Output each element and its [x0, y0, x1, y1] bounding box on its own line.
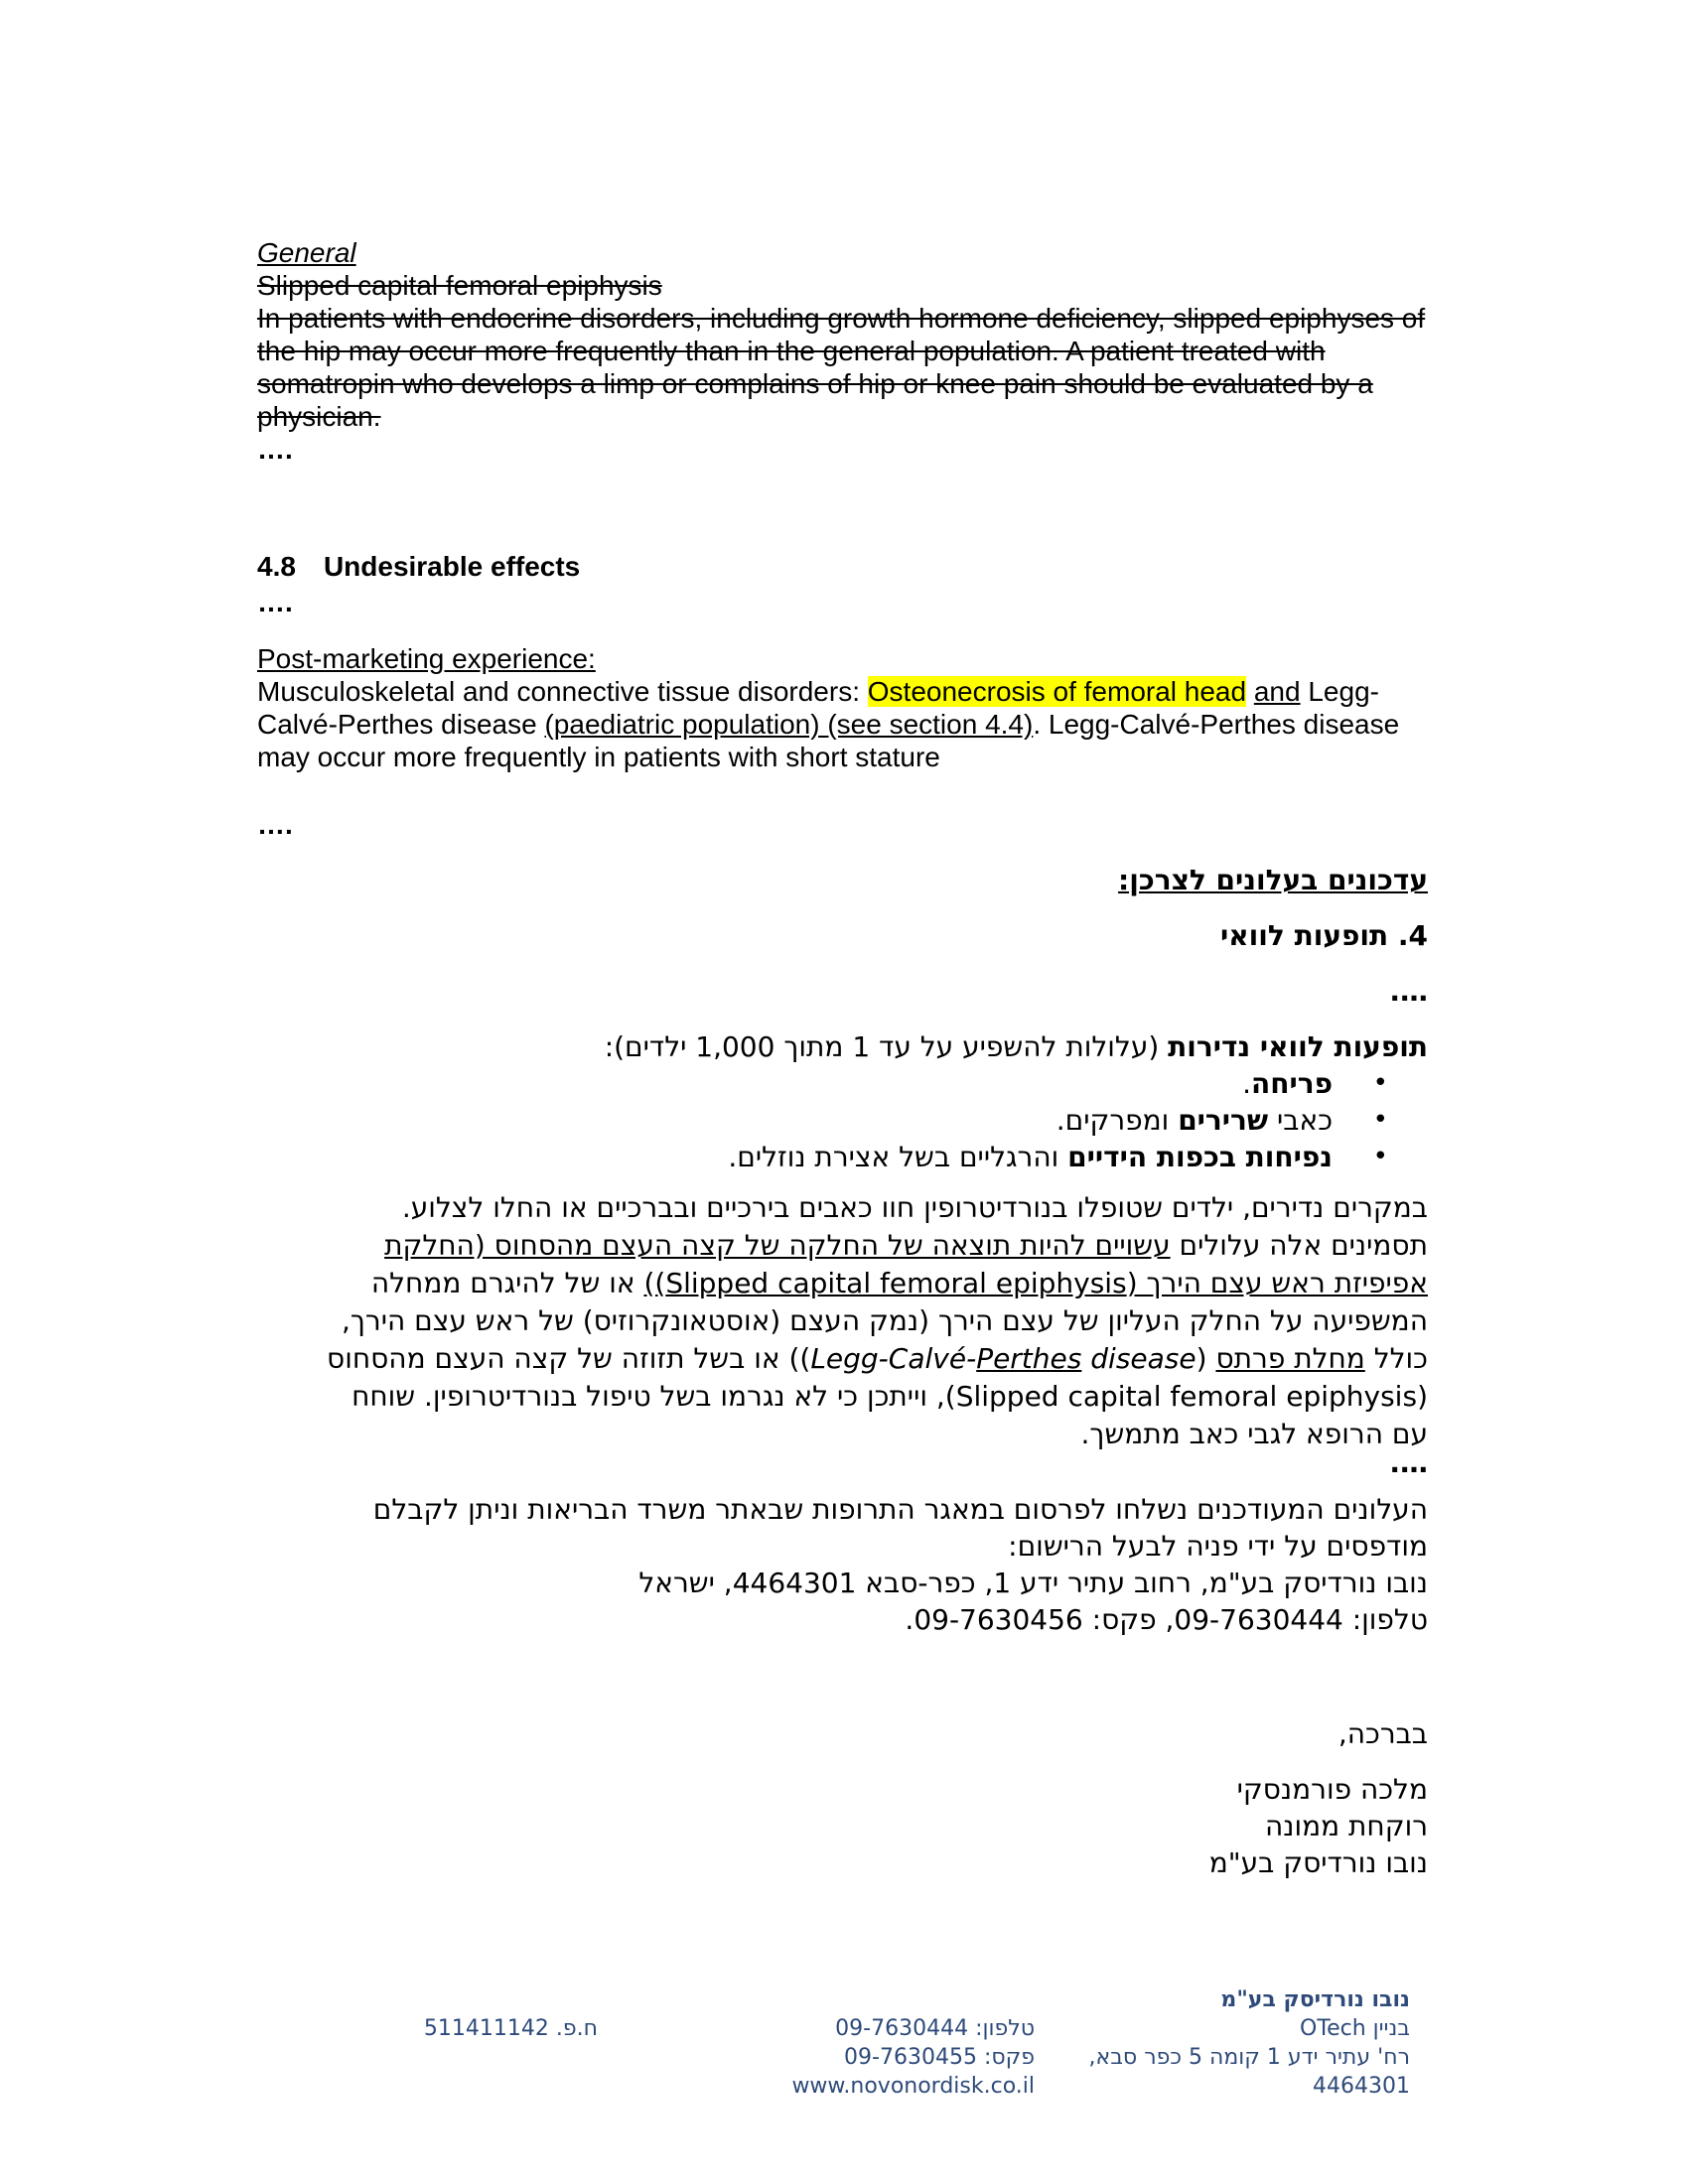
- bullet3-rest: והרגליים בשל אצירת נוזלים.: [728, 1141, 1068, 1173]
- footer-fax: פקס: 09-7630455: [844, 2045, 1035, 2070]
- published-paragraph: העלונים המעודכנים נשלחו לפרסום במאגר התרופות שבאתר משרד הבריאות וניתן לקבלם מודפסים על ידי פניה לבעל הרישום:: [372, 1493, 1428, 1563]
- rare-rest: (עלולות להשפיע על עד 1 מתוך 1,000 ילדים):: [604, 1030, 1169, 1063]
- rare-effects-line: [197, 1028, 1428, 1065]
- para-underline-1: עשויים להיות תוצאה של החלקה של קצה העצם מהסחוס (החלקת אפיפיזת ראש עצם הירך (Slipped capital femoral epiphysis)): [384, 1229, 1428, 1299]
- para-part-3b: )) או בשל תזוזה של קצה העצם מהסחוס (Slipped capital femoral epiphysis), וייתכן כי לא נגרמו בשל טיפול בנורדיטרופין. שוחח עם הרופא לגבי כאב מתמשך.: [327, 1342, 1428, 1450]
- hebrew-section-4: 4. תופעות לוואי: [1220, 919, 1428, 952]
- section-title: Undesirable effects: [323, 551, 581, 582]
- footer-company: נובו נורדיסק בע"מ: [1220, 1987, 1410, 2012]
- hebrew-paragraph: [316, 1189, 1428, 1453]
- ellipsis-1: ….: [257, 434, 293, 465]
- list-item: [157, 1065, 1388, 1102]
- updates-heading: עדכונים בעלונים לצרכן:: [1118, 864, 1428, 896]
- bullet2-a: כאבי: [1268, 1104, 1333, 1137]
- para-part-3a: (: [1196, 1342, 1216, 1375]
- pm-suffix: . Legg-Calvé-Perthes disease may occur more frequently in patients with short stature: [257, 709, 1400, 772]
- bullet1-bold: פריחה: [1251, 1067, 1333, 1100]
- footer-zip: 4464301: [1313, 2074, 1410, 2099]
- rare-effects-list: [157, 1065, 1428, 1175]
- para-underline-2: מחלת פרתס: [1215, 1342, 1365, 1375]
- footer-building: בניין OTech: [1300, 2016, 1410, 2041]
- section-heading: [257, 550, 1429, 583]
- para-italic-2: disease: [1081, 1342, 1196, 1375]
- pm-mid: Legg-Calvé-Perthes disease: [257, 676, 1379, 740]
- phone-fax-line: טלפון: 09-7630444, פקס: 09-7630456.: [905, 1603, 1428, 1636]
- general-label: [257, 236, 1429, 269]
- footer-street: רח' עתיר ידע 1 קומה 5 כפר סבא,: [1088, 2045, 1410, 2070]
- ellipsis-2: ….: [257, 587, 293, 617]
- post-marketing-heading: Post-marketing experience:: [257, 643, 596, 674]
- general-text: General: [257, 237, 356, 268]
- pm-prefix: Musculoskeletal and connective tissue disorders:: [257, 676, 868, 707]
- para-italic-underline: Perthes: [976, 1342, 1082, 1375]
- slipped-paragraph: In patients with endocrine disorders, including growth hormone deficiency, slipped epiphyses of the hip may occur more frequently than in the general population. A patient treated with somatropin who develops a limp or complains of hip or knee pain should be evaluated by a physician.: [257, 303, 1426, 432]
- pm-and: and: [1253, 676, 1301, 707]
- footer-hp: ח.פ. 511411142: [423, 2016, 598, 2041]
- para-part-2: או של להיגרם ממחלה המשפיעה על החלק העליון של עצם הירך (נמק העצם (אוסטאונקרוזיס) של ראש עצם הירך, כולל: [341, 1267, 1428, 1375]
- para-part-1: במקרים נדירים, ילדים שטופלו בנורדיטרופין חוו כאבים בירכיים ובברכיים או החלו לצלוע. תסמינים אלה עלולים: [401, 1191, 1428, 1262]
- post-marketing-paragraph: [257, 675, 1429, 773]
- pm-paed: (paediatric population) (see section 4.4): [544, 709, 1034, 740]
- footer-phone: טלפון: 09-7630444: [835, 2016, 1035, 2041]
- ellipsis-3: ….: [257, 809, 293, 840]
- signature-company: נובו נורדיסק בע"מ: [1208, 1846, 1428, 1879]
- footer-contact-block: [757, 2014, 1035, 2101]
- para-italic-1: Legg-Calvé-: [810, 1342, 977, 1375]
- list-item: [157, 1139, 1388, 1175]
- section-number: 4.8: [257, 551, 296, 582]
- signature-title: רוקחת ממונה: [1264, 1810, 1428, 1843]
- list-item: [157, 1102, 1388, 1139]
- footer-website[interactable]: www.novonordisk.co.il: [791, 2074, 1035, 2099]
- footer-company-block: [1053, 1985, 1410, 2101]
- bullet1-rest: .: [1242, 1067, 1251, 1100]
- bullet2-bold: שרירים: [1178, 1104, 1269, 1137]
- bullet2-rest: ומפרקים.: [1055, 1104, 1179, 1137]
- pm-highlight: Osteonecrosis of femoral head: [867, 676, 1247, 707]
- slipped-heading: Slipped capital femoral epiphysis: [257, 270, 662, 301]
- company-address: נובו נורדיסק בע"מ, רחוב עתיר ידע 1, כפר-סבא 4464301, ישראל: [638, 1567, 1428, 1599]
- signature-name: מלכה פורמנסקי: [1236, 1773, 1428, 1806]
- ellipsis-5: ….: [1389, 1446, 1428, 1479]
- ellipsis-4: ….: [1389, 975, 1428, 1008]
- regards: בברכה,: [1337, 1717, 1428, 1750]
- bullet3-bold: נפיחות בכפות הידיים: [1067, 1141, 1333, 1173]
- pm-space: [1246, 676, 1254, 707]
- rare-bold: תופעות לוואי נדירות: [1168, 1030, 1428, 1063]
